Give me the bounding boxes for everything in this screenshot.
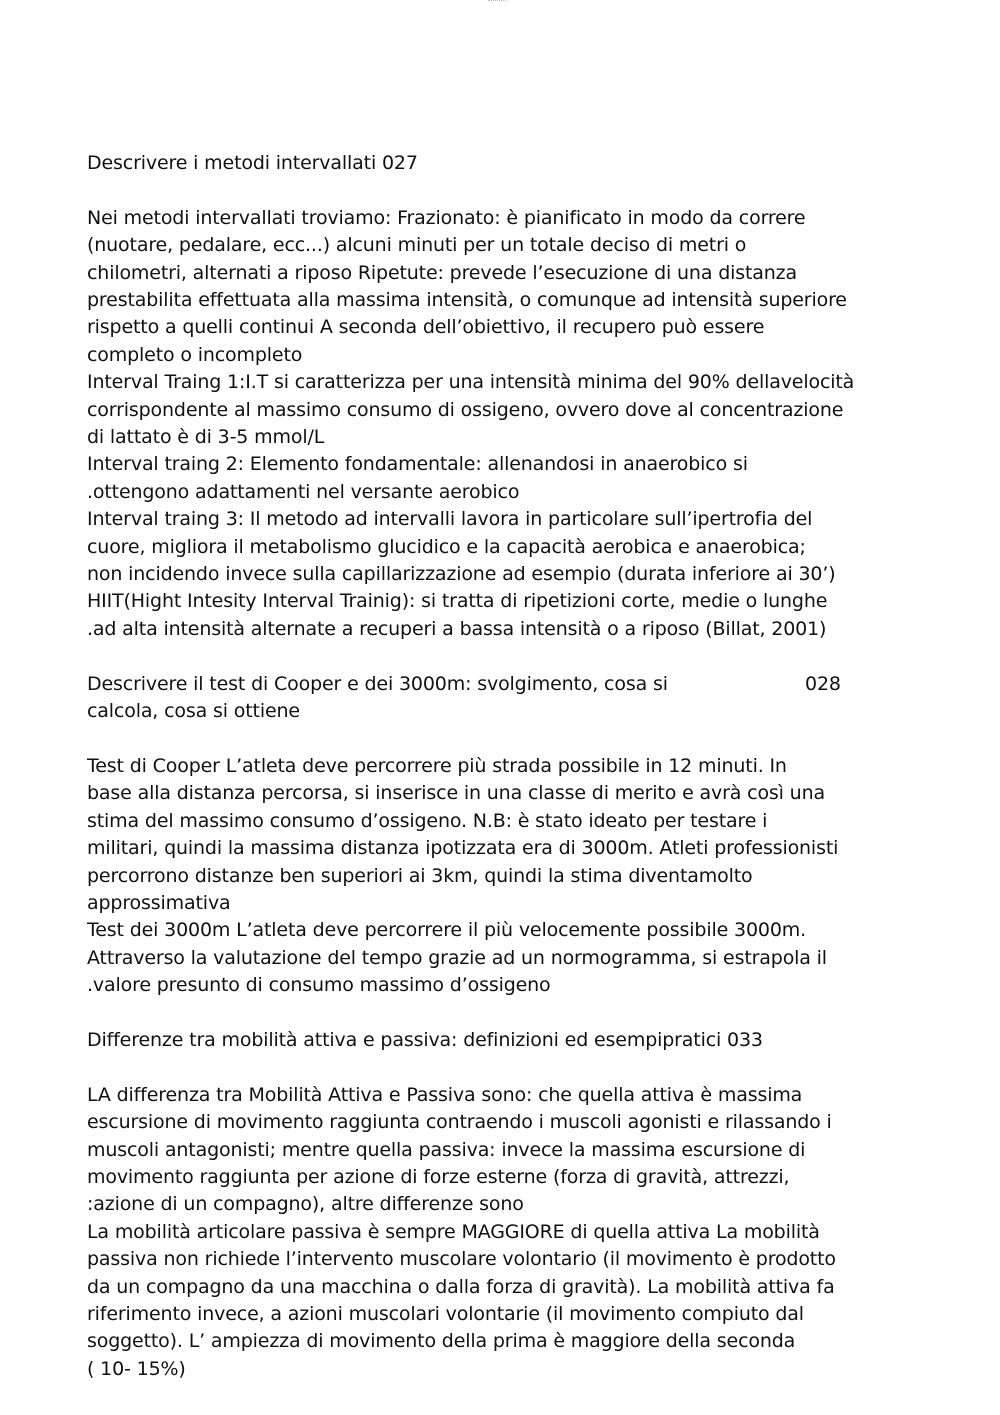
text-line: completo o incompleto	[87, 343, 303, 366]
section-heading-line: Descrivere il test di Cooper e dei 3000m: svolgimento, cosa si	[87, 672, 668, 695]
text-line: militari, quindi la massima distanza ipotizzata era di 3000m. Atleti professionisti	[87, 837, 839, 860]
paragraph-gap	[87, 726, 927, 753]
text-line: :azione di un compagno), altre differenze sono	[87, 1193, 524, 1216]
section-heading-test-cooper	[87, 671, 927, 698]
paragraph-gap	[87, 643, 927, 670]
text-line: chilometri, alternati a riposo Ripetute: prevede l’esecuzione di una distanza	[87, 261, 797, 284]
text-line: Interval traing 3: Il metodo ad intervalli lavora in particolare sull’ipertrofia del	[87, 508, 813, 531]
text-line: Interval traing 2: Elemento fondamentale: allenandosi in anaerobico si	[87, 453, 748, 476]
text-line: La mobilità articolare passiva è sempre MAGGIORE di quella attiva La mobilità	[87, 1220, 820, 1243]
text-line: ( 10- 15%)	[87, 1357, 186, 1380]
text-line: .ottengono adattamenti nel versante aerobico	[87, 480, 520, 503]
text-line: .ad alta intensità alternate a recuperi a bassa intensità o a riposo (Billat, 2001)	[87, 617, 827, 640]
text-line: escursione di movimento raggiunta contraendo i muscoli agonisti e rilassando i	[87, 1111, 832, 1134]
text-line: corrispondente al massimo consumo di ossigeno, ovvero dove al concentrazione	[87, 398, 844, 421]
text-line: di lattato è di 3-5 mmol/L	[87, 426, 325, 449]
section-heading-mobilita: Differenze tra mobilità attiva e passiva: definizioni ed esempipratici 033	[87, 1028, 763, 1051]
text-line: Interval Traing 1:I.T si caratterizza per una intensità minima del 90% dellavelocità	[87, 371, 855, 394]
section-heading-line: calcola, cosa si ottiene	[87, 700, 300, 723]
paragraph-gap	[87, 177, 927, 204]
text-line: approssimativa	[87, 891, 231, 914]
text-line: Test dei 3000m L’atleta deve percorrere il più velocemente possibile 3000m.	[87, 919, 807, 942]
text-line: movimento raggiunta per azione di forze esterne (forza di gravità, attrezzi,	[87, 1165, 790, 1188]
text-line: cuore, migliora il metabolismo glucidico e la capacità aerobica e anaerobica;	[87, 535, 806, 558]
text-line: rispetto a quelli continui A seconda dell’obiettivo, il recupero può essere	[87, 316, 765, 339]
text-line: da un compagno da una macchina o dalla forza di gravità). La mobilità attiva fa	[87, 1275, 835, 1298]
text-line: stima del massimo consumo d’ossigeno. N.B: è stato ideato per testare i	[87, 809, 768, 832]
page-top-mark	[488, 0, 506, 3]
text-line: passiva non richiede l’intervento muscolare volontario (il movimento è prodotto	[87, 1248, 836, 1271]
text-line: riferimento invece, a azioni muscolari volontarie (il movimento compiuto dal	[87, 1302, 804, 1325]
text-line: (nuotare, pedalare, ecc...) alcuni minuti per un totale deciso di metri o	[87, 234, 747, 257]
text-line: Nei metodi intervallati troviamo: Frazionato: è pianificato in modo da correre	[87, 206, 806, 229]
text-line: HIIT(Hight Intesity Interval Trainig): si tratta di ripetizioni corte, medie o lunghe	[87, 590, 828, 613]
text-line: percorrono distanze ben superiori ai 3km, quindi la stima diventamolto	[87, 864, 753, 887]
section-body-test-cooper	[87, 753, 927, 1000]
text-line: Attraverso la valutazione del tempo grazie ad un normogramma, si estrapola il	[87, 946, 827, 969]
section-body-metodi-intervallati	[87, 205, 927, 644]
section-heading-metodi-intervallati: Descrivere i metodi intervallati 027	[87, 152, 418, 174]
text-line: Test di Cooper L’atleta deve percorrere più strada possibile in 12 minuti. In	[87, 754, 787, 777]
text-line: prestabilita effettuata alla massima intensità, o comunque ad intensità superiore	[87, 289, 847, 312]
paragraph-gap	[87, 1000, 927, 1027]
text-line: base alla distanza percorsa, si inserisce in una classe di merito e avrà così una	[87, 782, 825, 805]
text-line: non incidendo invece sulla capillarizzazione ad esempio (durata inferiore ai 30’)	[87, 563, 836, 586]
text-line: LA differenza tra Mobilità Attiva e Passiva sono: che quella attiva è massima	[87, 1083, 803, 1106]
paragraph-gap	[87, 1054, 927, 1081]
section-heading-code: 028	[805, 672, 841, 695]
text-line: muscoli antagonisti; mentre quella passiva: invece la massima escursione di	[87, 1138, 806, 1161]
section-body-mobilita	[87, 1082, 927, 1383]
text-line: soggetto). L’ ampiezza di movimento della prima è maggiore della seconda	[87, 1330, 796, 1353]
text-line: .valore presunto di consumo massimo d’ossigeno	[87, 974, 551, 997]
document-page	[87, 150, 927, 1383]
